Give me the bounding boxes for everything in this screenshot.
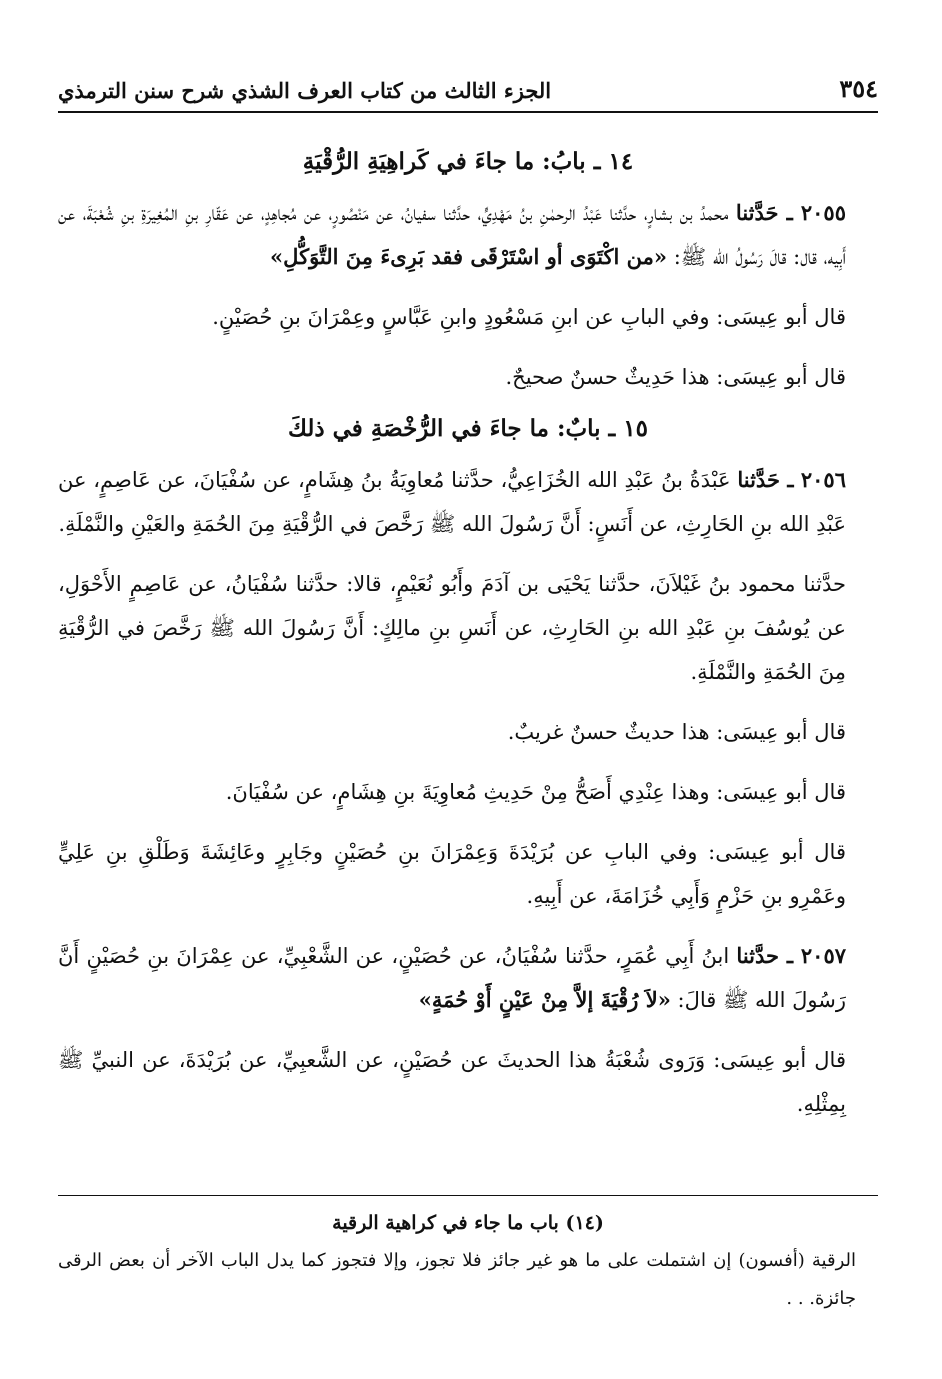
chapter-14-note-2: قال أبو عِيسَى: هذا حَدِيثٌ حسنٌ صحيحٌ.: [505, 365, 846, 389]
main-text: [58, 148, 878, 1142]
hadith-2055-lead: ٢٠٥٥ ـ حَدَّثنا: [735, 200, 846, 225]
chapter-15-note-1: قال أبو عِيسَى: هذا حديثٌ حسنٌ غريبٌ.: [507, 720, 846, 744]
hadith-2055: [58, 191, 878, 279]
chapter-15-note-2: قال أبو عِيسَى: وهذا عِنْدِي أَصَحُّ مِنْ حَدِيثِ مُعاوِيَةَ بنِ هِشَامٍ، عن سُفْيَانَ.: [225, 780, 846, 804]
hadith-2056: [58, 458, 878, 546]
chapter-14-note-1: قال أبو عِيسَى: وفي البابِ عن ابنِ مَسْعُودٍ وابنِ عَبَّاسٍ وعِمْرَانَ بنِ حُصَيْنٍ.: [212, 305, 846, 329]
hadith-2057-lead: ٢٠٥٧ ـ حدَّثنا: [736, 943, 847, 968]
chapter-15-chain-2: حدَّثنا محمود بنُ غَيْلاَنَ، حدَّثنا يَحْيَى بن آدَمَ وأَبُو نُعَيْمٍ، قالا: حدَّثنا سُفْيَانُ، عن عَاصِمٍ الأَحْوَلِ، عن يُوسُفَ بنِ عَبْدِ الله بنِ الحَارِثِ، عن أَنَسِ بنِ مالِكٍ: أَنَّ رَسُولَ الله ﷺ رَخَّصَ في الرُّقْيَةِ مِنَ الحُمَةِ والنَّمْلَةِ.: [58, 572, 846, 684]
hadith-2056-text: عَبْدَةُ بنُ عَبْدِ الله الخُزَاعِيُّ، حدَّثنا مُعاوِيَةُ بنُ هِشَامٍ، عن سُفْيَانَ، عن عَاصِمٍ، عن عَبْدِ الله بنِ الحَارِثِ، عن أَنَسٍ: أَنَّ رَسُولَ الله ﷺ رَخَّصَ في الرُّقْيَةِ مِنَ الحُمَةِ والعَيْنِ والنَّمْلَةِ.: [58, 468, 846, 536]
running-title: الجزء الثالث من كتاب العرف الشذي شرح سنن الترمذي: [58, 78, 552, 103]
hadith-2057-quote: «لاَ رُقْيَةَ إلاَّ مِنْ عَيْنٍ أَوْ حُمَةٍ»: [418, 987, 671, 1012]
hadith-2057-text: ابنُ أَبِي عُمَرٍ، حدَّثنا سُفْيَانُ، عن حُصَيْنٍ، عن الشَّعْبِيِّ، عن عِمْرَانَ بنِ حُصَيْنٍ أَنَّ رَسُولَ الله ﷺ قالَ:: [58, 944, 846, 1012]
footnote-text: الرقية (أفسون) إن اشتملت على ما هو غير جائز فلا تجوز، وإلا فتجوز كما يدل الباب الآخر أن بعض الرقى جائزة. . .: [58, 1250, 856, 1309]
footnote-divider: [58, 1195, 878, 1196]
hadith-2055-quote: «من اكْتَوَى أو اسْتَرْقَى فقد بَرِىءَ مِنَ التَّوَكُّلِ»: [270, 244, 668, 269]
chapter-15-note-3: قال أبو عِيسَى: وفي البابِ عن بُرَيْدَةَ وَعِمْرَانَ بنِ حُصَيْنٍ وجَابِرٍ وعَائِشَةَ وَطَلْقِ بنِ عَلِيٍّ وعَمْرِو بنِ حَزْمٍ وَأَبِي خُزَامَةَ، عن أَبِيهِ.: [58, 840, 846, 908]
commentary-footnote: [58, 1212, 878, 1318]
chapter-15-note-4: قال أبو عِيسَى: وَرَوى شُعْبَةُ هذا الحديثَ عن حُصَيْنٍ، عن الشَّعبِيِّ، عن بُرَيْدَةَ، عن النبيِّ ﷺ بِمِثْلِهِ.: [58, 1048, 846, 1116]
chapter-15-title: ١٥ ـ بابٌ: ما جاءَ في الرُّخْصَةِ في ذلكَ: [288, 415, 648, 442]
hadith-2055-text: محمدُ بن بشارٍ، حدَّثنا عَبْدُ الرحمٰنِ بنُ مَهْدِيٍّ، حدَّثنا سفيانُ، عن مَنْصُورٍ، عن مُجاهِدٍ، عن عَقّارِ بنِ المُغِيرَةِ بنِ شُعْبَةَ، عن أَبِيه، قال: قالَ رَسُولُ الله ﷺ:: [58, 201, 846, 269]
page-number: ٣٥٤: [839, 74, 878, 103]
hadith-2056-lead: ٢٠٥٦ ـ حَدَّثنا: [737, 467, 846, 492]
page-header: [58, 74, 878, 113]
chapter-14-title: ١٤ ـ بابُ: ما جاءَ في كَراهِيَةِ الرُّقْيَةِ: [302, 148, 634, 175]
hadith-2057: [58, 934, 878, 1022]
footnote-title: (١٤) باب ما جاء في كراهية الرقية: [332, 1212, 604, 1234]
